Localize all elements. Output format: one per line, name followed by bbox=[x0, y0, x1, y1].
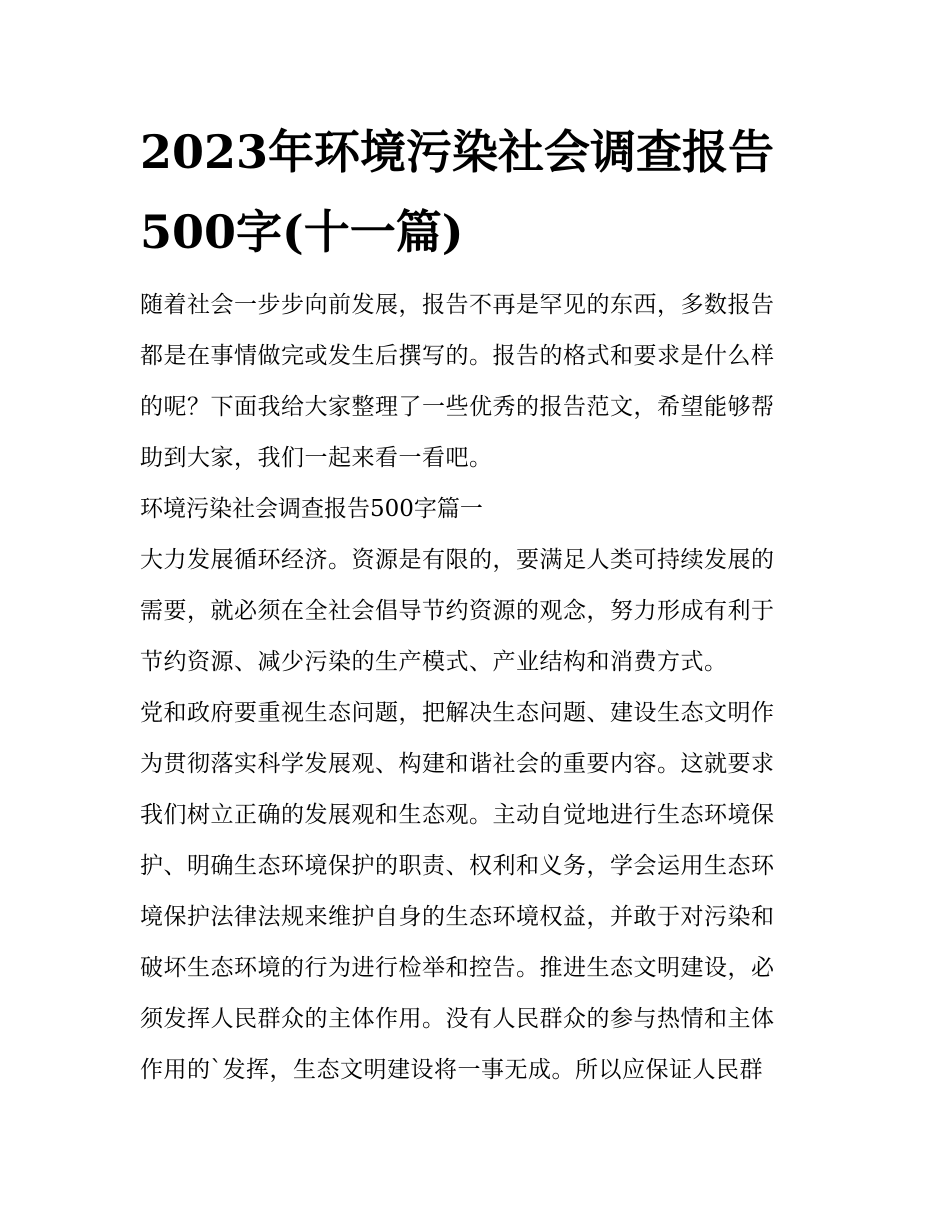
text-line: 节约资源、减少污染的生产模式、产业结构和消费方式。 bbox=[140, 649, 728, 675]
text-line: 都是在事情做完或发生后撰写的。报告的格式和要求是什么样 bbox=[140, 343, 775, 369]
text-line: 的呢？下面我给大家整理了一些优秀的报告范文，希望能够帮 bbox=[140, 394, 775, 420]
text-line: 助到大家，我们一起来看一看吧。 bbox=[140, 445, 493, 471]
text-line: 为贯彻落实科学发展观、构建和谐社会的重要内容。这就要求 bbox=[140, 751, 775, 777]
text-line: 境保护法律法规来维护自身的生态环境权益，并敢于对污染和 bbox=[140, 904, 775, 930]
document-title bbox=[140, 112, 812, 272]
title-line-1: 2023年环境污染社会调查报告 bbox=[140, 125, 775, 179]
text-line: 破坏生态环境的行为进行检举和控告。推进生态文明建设，必 bbox=[140, 955, 775, 981]
text-line: 作用的`发挥，生态文明建设将一事无成。所以应保证人民群 bbox=[140, 1057, 763, 1083]
intro-paragraph bbox=[140, 280, 812, 484]
text-line: 大力发展循环经济。资源是有限的，要满足人类可持续发展的 bbox=[140, 547, 775, 573]
section-heading: 环境污染社会调查报告500字篇一 bbox=[140, 496, 483, 522]
text-line: 党和政府要重视生态问题，把解决生态问题、建设生态文明作 bbox=[140, 700, 775, 726]
paragraph-1 bbox=[140, 535, 812, 688]
text-line: 护、明确生态环境保护的职责、权利和义务，学会运用生态环 bbox=[140, 853, 775, 879]
text-line: 需要，就必须在全社会倡导节约资源的观念，努力形成有利于 bbox=[140, 598, 775, 624]
text-line: 我们树立正确的发展观和生态观。主动自觉地进行生态环境保 bbox=[140, 802, 775, 828]
paragraph-2 bbox=[140, 688, 812, 1096]
text-line: 随着社会一步步向前发展，报告不再是罕见的东西，多数报告 bbox=[140, 292, 775, 318]
text-line: 须发挥人民群众的主体作用。没有人民群众的参与热情和主体 bbox=[140, 1006, 775, 1032]
document-page bbox=[140, 112, 812, 1096]
title-line-2: 500字(十一篇) bbox=[140, 205, 464, 259]
